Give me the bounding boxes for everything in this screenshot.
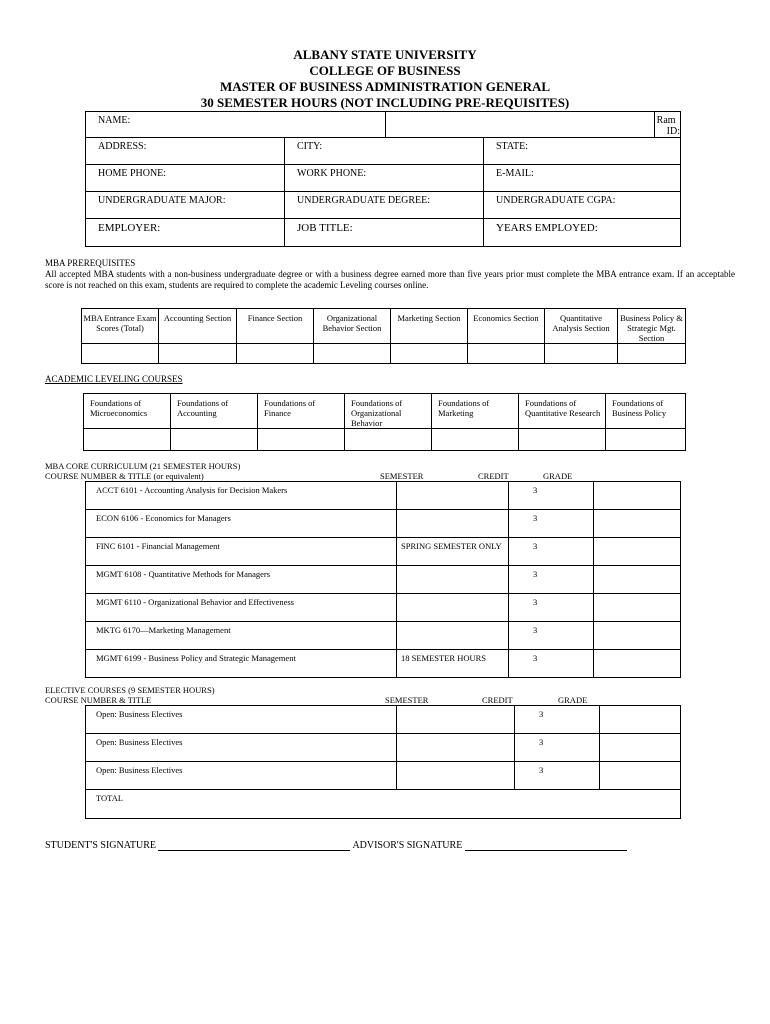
core-grade[interactable] xyxy=(594,510,681,538)
core-credit: 3 xyxy=(509,594,594,622)
core-grade[interactable] xyxy=(594,594,681,622)
leveling-col-4: Foundations of Marketing xyxy=(432,394,519,429)
core-credit: 3 xyxy=(509,650,594,678)
elective-semester[interactable] xyxy=(397,734,515,762)
core-semester[interactable]: 18 SEMESTER HOURS xyxy=(397,650,509,678)
core-heading: MBA CORE CURRICULUM (21 SEMESTER HOURS) xyxy=(45,461,241,471)
core-course: MGMT 6108 - Quantitative Methods for Managers xyxy=(86,566,397,594)
elective-col-semester: SEMESTER xyxy=(385,695,429,705)
core-course: MGMT 6110 - Organizational Behavior and Effectiveness xyxy=(86,594,397,622)
core-row xyxy=(86,510,681,538)
leveling-cell[interactable] xyxy=(258,429,345,451)
core-course: MKTG 6170—Marketing Management xyxy=(86,622,397,650)
leveling-cell[interactable] xyxy=(84,429,171,451)
leveling-col-2: Foundations of Finance xyxy=(258,394,345,429)
job-title-field[interactable]: JOB TITLE: xyxy=(285,219,484,247)
core-col-grade: GRADE xyxy=(543,471,573,481)
home-phone-field[interactable]: HOME PHONE: xyxy=(86,165,285,192)
core-grade[interactable] xyxy=(594,566,681,594)
leveling-cell[interactable] xyxy=(171,429,258,451)
prereq-score-cell[interactable] xyxy=(545,344,618,364)
core-semester[interactable] xyxy=(397,594,509,622)
advisor-signature-label: ADVISOR'S SIGNATURE xyxy=(352,840,463,851)
prereq-col-2: Finance Section xyxy=(237,309,314,344)
leveling-col-1: Foundations of Accounting xyxy=(171,394,258,429)
core-semester[interactable] xyxy=(397,622,509,650)
elective-credit: 3 xyxy=(515,762,600,790)
prereq-text: All accepted MBA students with a non-business undergraduate degree or with a business degree earned more than five years prior must complete the MBA entrance exam. If an acceptable score is not reached on this exam, students are required to complete the academic Leveling courses online. xyxy=(45,269,735,290)
program-hours: 30 SEMESTER HOURS (NOT INCLUDING PRE-REQUISITES) xyxy=(200,95,570,110)
core-semester[interactable]: SPRING SEMESTER ONLY xyxy=(397,538,509,566)
elective-col-grade: GRADE xyxy=(558,695,588,705)
leveling-table xyxy=(83,393,686,451)
elective-row xyxy=(86,734,681,762)
ram-id-field[interactable] xyxy=(654,112,680,138)
core-course: ECON 6106 - Economics for Managers xyxy=(86,510,397,538)
prereq-col-5: Economics Section xyxy=(468,309,545,344)
prereq-table xyxy=(81,308,686,364)
ug-cgpa-field[interactable]: UNDERGRADUATE CGPA: xyxy=(484,192,681,219)
elective-semester[interactable] xyxy=(397,762,515,790)
elective-course: Open: Business Electives xyxy=(86,734,397,762)
leveling-col-5: Foundations of Quantitative Research xyxy=(519,394,606,429)
core-table xyxy=(85,481,681,678)
prereq-col-7: Business Policy & Strategic Mgt. Section xyxy=(618,309,686,344)
core-row xyxy=(86,650,681,678)
years-employed-field[interactable]: YEARS EMPLOYED: xyxy=(484,219,681,247)
core-row xyxy=(86,566,681,594)
ram-id-divider xyxy=(385,111,386,138)
prereq-score-cell[interactable] xyxy=(468,344,545,364)
work-phone-field[interactable]: WORK PHONE: xyxy=(285,165,484,192)
elective-grade[interactable] xyxy=(600,706,681,734)
core-credit: 3 xyxy=(509,566,594,594)
advisor-signature-line[interactable] xyxy=(465,840,627,851)
city-field[interactable]: CITY: xyxy=(285,138,484,165)
leveling-heading: ACADEMIC LEVELING COURSES xyxy=(45,374,183,384)
contact-table xyxy=(85,137,681,247)
prereq-col-3: Organizational Behavior Section xyxy=(314,309,391,344)
core-row xyxy=(86,594,681,622)
elective-table xyxy=(85,705,681,819)
ug-degree-field[interactable]: UNDERGRADUATE DEGREE: xyxy=(285,192,484,219)
prereq-score-cell[interactable] xyxy=(391,344,468,364)
elective-col-credit: CREDIT xyxy=(482,695,513,705)
core-grade[interactable] xyxy=(594,622,681,650)
core-col-credit: CREDIT xyxy=(478,471,509,481)
employer-field[interactable]: EMPLOYER: xyxy=(86,219,285,247)
core-course: MGMT 6199 - Business Policy and Strategic Management xyxy=(86,650,397,678)
core-semester[interactable] xyxy=(397,482,509,510)
core-credit: 3 xyxy=(509,538,594,566)
prereq-score-cell[interactable] xyxy=(159,344,237,364)
core-subheading: COURSE NUMBER & TITLE (or equivalent) xyxy=(45,471,204,481)
core-course: FINC 6101 - Financial Management xyxy=(86,538,397,566)
leveling-cell[interactable] xyxy=(519,429,606,451)
elective-semester[interactable] xyxy=(397,706,515,734)
core-semester[interactable] xyxy=(397,510,509,538)
elective-credit: 3 xyxy=(515,734,600,762)
college-name: COLLEGE OF BUSINESS xyxy=(309,63,461,78)
elective-course: Open: Business Electives xyxy=(86,706,397,734)
prereq-col-6: Quantitative Analysis Section xyxy=(545,309,618,344)
state-field[interactable]: STATE: xyxy=(484,138,681,165)
ram-id-label: Ram ID: xyxy=(656,115,681,137)
leveling-col-0: Foundations of Microeconomics xyxy=(84,394,171,429)
core-credit: 3 xyxy=(509,482,594,510)
prereq-col-4: Marketing Section xyxy=(391,309,468,344)
student-signature-line[interactable] xyxy=(158,840,350,851)
leveling-cell[interactable] xyxy=(606,429,686,451)
prereq-score-cell[interactable] xyxy=(618,344,686,364)
name-field[interactable]: NAME: xyxy=(86,112,655,138)
leveling-col-3: Foundations of Organizational Behavior xyxy=(345,394,432,429)
elective-credit: 3 xyxy=(515,706,600,734)
student-signature-label: STUDENT'S SIGNATURE xyxy=(45,840,156,851)
elective-grade[interactable] xyxy=(600,734,681,762)
prereq-col-1: Accounting Section xyxy=(159,309,237,344)
elective-row xyxy=(86,762,681,790)
elective-row xyxy=(86,706,681,734)
total-row: TOTAL xyxy=(86,790,681,819)
prereq-score-cell[interactable] xyxy=(82,344,159,364)
email-field[interactable]: E-MAIL: xyxy=(484,165,681,192)
core-course: ACCT 6101 - Accounting Analysis for Decision Makers xyxy=(86,482,397,510)
core-grade[interactable] xyxy=(594,650,681,678)
core-grade[interactable] xyxy=(594,538,681,566)
prereq-col-0: MBA Entrance Exam Scores (Total) xyxy=(82,309,159,344)
core-grade[interactable] xyxy=(594,482,681,510)
core-row xyxy=(86,538,681,566)
leveling-col-6: Foundations of Business Policy xyxy=(606,394,686,429)
program-name: MASTER OF BUSINESS ADMINISTRATION GENERAL xyxy=(219,79,551,94)
core-row xyxy=(86,622,681,650)
core-col-semester: SEMESTER xyxy=(380,471,424,481)
address-field[interactable]: ADDRESS: xyxy=(86,138,285,165)
prereq-score-cell[interactable] xyxy=(314,344,391,364)
elective-subheading: COURSE NUMBER & TITLE xyxy=(45,695,152,705)
core-row xyxy=(86,482,681,510)
ug-major-field[interactable]: UNDERGRADUATE MAJOR: xyxy=(86,192,285,219)
prereq-heading: MBA PREREQUISITES xyxy=(45,258,136,268)
personal-info-table xyxy=(85,111,681,138)
university-name: ALBANY STATE UNIVERSITY xyxy=(293,47,477,62)
leveling-cell[interactable] xyxy=(432,429,519,451)
leveling-cell[interactable] xyxy=(345,429,432,451)
elective-heading: ELECTIVE COURSES (9 SEMESTER HOURS) xyxy=(45,685,215,695)
elective-grade[interactable] xyxy=(600,762,681,790)
core-credit: 3 xyxy=(509,510,594,538)
prereq-score-cell[interactable] xyxy=(237,344,314,364)
student-signature[interactable] xyxy=(45,840,627,851)
elective-course: Open: Business Electives xyxy=(86,762,397,790)
core-credit: 3 xyxy=(509,622,594,650)
core-semester[interactable] xyxy=(397,566,509,594)
